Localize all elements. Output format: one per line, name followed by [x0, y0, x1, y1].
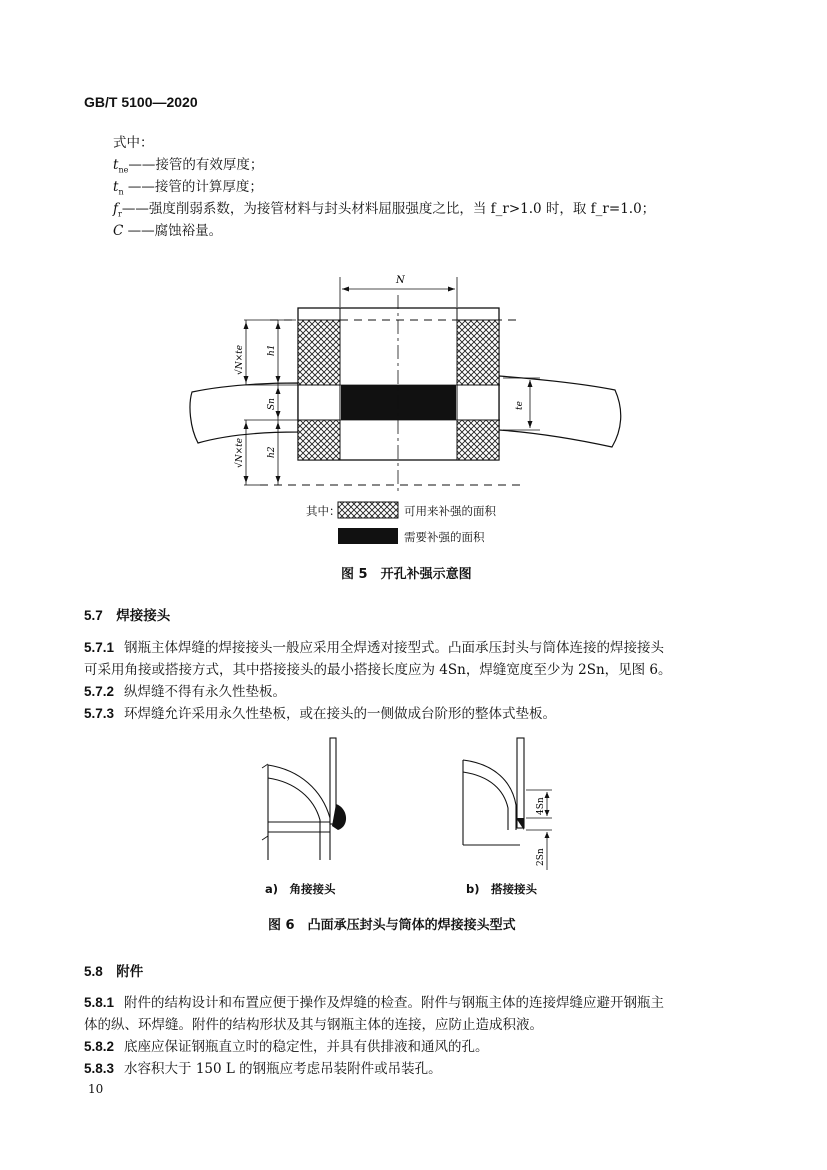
legend-item-tn: $t_n$ ——接管的计算厚度； [113, 179, 263, 197]
svg-text:4Sn: 4Sn [536, 797, 546, 815]
legend-item-tne: $t_{ne}——$接管的有效厚度； [113, 157, 264, 175]
para-5-7-3: 5.7.3 环焊缝允许采用永久性垫板，或在接头的一侧做成台阶形的整体式垫板。 [84, 706, 557, 722]
page-number: 10 [88, 1082, 104, 1096]
standard-header: GB/T 5100—2020 [84, 94, 198, 110]
fig6a-corner-joint [262, 738, 346, 860]
fig5-legend-required: 需要补强的面积 [404, 530, 485, 544]
formula-intro: 式中： [113, 135, 154, 151]
svg-text:2Sn: 2Sn [536, 848, 546, 866]
svg-text:te: te [515, 401, 525, 410]
svg-text:h2: h2 [267, 446, 277, 458]
para-5-7-1-cont: 可采用角接或搭接方式，其中搭接接头的最小搭接长度应为 4Sn，焊缝宽度至少为 2Sn，见图 6。 [84, 662, 672, 678]
svg-text:Sn: Sn [267, 398, 277, 410]
svg-text:h1: h1 [267, 344, 277, 356]
para-5-7-1: 5.7.1 钢瓶主体焊缝的焊接接头一般应采用全焊透对接型式。凸面承压封头与筒体连接的焊接接头 [84, 640, 665, 656]
section-5-8-title: 5.8 附件 [84, 964, 144, 979]
svg-text:√N×te: √N×te [235, 437, 245, 468]
para-5-8-2: 5.8.2 底座应保证钢瓶直立时的稳定性，并具有供排液和通风的孔。 [84, 1039, 489, 1055]
para-5-7-2: 5.7.2 纵焊缝不得有永久性垫板。 [84, 684, 287, 700]
para-5-8-3: 5.8.3 水容积大于 150 L 的钢瓶应考虑吊装附件或吊装孔。 [84, 1061, 442, 1077]
figure5-caption: 图 5 开孔补强示意图 [341, 567, 472, 582]
svg-text:N: N [396, 275, 405, 286]
legend-item-fr: $f_r——$强度削弱系数，为接管材料与封头材料屈服强度之比，当 f_r>1.0 时，取 f_r=1.0； [113, 201, 656, 219]
fig6b-lap-joint [463, 738, 552, 870]
fig6-sub-b: b) 搭接接头 [466, 882, 537, 896]
figure6-caption: 图 6 凸面承压封头与筒体的焊接接头型式 [268, 918, 516, 933]
svg-text:√N×te: √N×te [235, 344, 245, 375]
section-5-7-title: 5.7 焊接接头 [84, 608, 171, 623]
para-5-8-1-cont: 体的纵、环焊缝。附件的结构形状及其与钢瓶主体的连接，应防止造成积液。 [84, 1017, 543, 1033]
legend-item-c: C ——腐蚀裕量。 [113, 223, 223, 239]
fig6-sub-a: a) 角接接头 [265, 882, 336, 896]
fig5-legend-prefix: 其中： [306, 504, 341, 518]
fig5-legend-available: 可用来补强的面积 [404, 504, 496, 518]
para-5-8-1: 5.8.1 附件的结构设计和布置应便于操作及焊缝的检查。附件与钢瓶主体的连接焊缝应避开钢瓶主 [84, 995, 665, 1011]
